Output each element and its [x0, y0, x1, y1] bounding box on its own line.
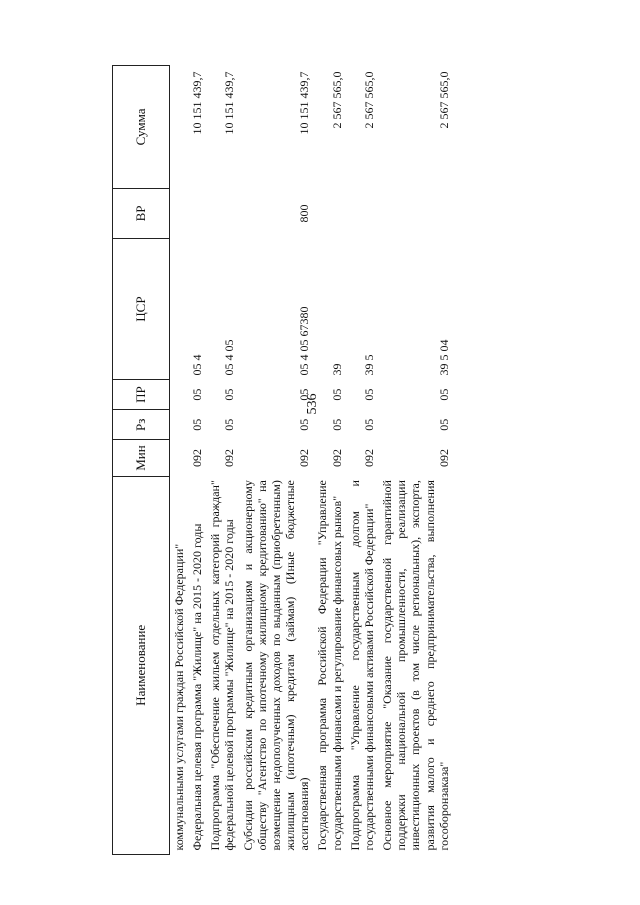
- row-pr: 05: [222, 388, 237, 401]
- row-min: 092: [190, 449, 205, 467]
- row-min: 092: [436, 449, 451, 467]
- header-sum: Сумма: [113, 66, 170, 189]
- row-rz: [170, 410, 189, 440]
- row-name: коммунальными услугами граждан Российской Федерации": [172, 543, 186, 851]
- row-vr: [346, 188, 378, 238]
- row-pr: 05: [436, 388, 451, 401]
- row-csr: 05 4: [190, 354, 205, 376]
- row-csr: 05 4 05 67380: [297, 306, 312, 376]
- row-vr: [206, 188, 238, 238]
- row-sum: 10 151 439,7: [297, 71, 312, 135]
- row-sum: 2 567 565,0: [436, 71, 451, 129]
- row-name: Подпрограмма "Обеспечение жильем отдельных категорий граждан" федеральной целевой программы "Жилище" на 2015 - 2020 годы: [208, 480, 237, 851]
- row-min: 092: [361, 449, 376, 467]
- row-pr: 05: [361, 388, 376, 401]
- row-rz: 05: [222, 418, 237, 431]
- budget-table: [112, 65, 453, 855]
- row-rz: 05: [297, 418, 312, 431]
- row-sum: 10 151 439,7: [190, 71, 205, 135]
- header-name: Наименование: [113, 476, 170, 854]
- row-name: Субсидии российским кредитным организациям и акционерному обществу "Агентство по ипотечному жилищному кредитованию" на возмещение недополученных доходов по выданным (приобретенным) жилищным (ипотечным) кредитам (займам) (Иные бюджетные ассигнования): [240, 480, 312, 851]
- row-csr: 39: [329, 363, 344, 376]
- row-min: 092: [329, 449, 344, 467]
- table-row: [313, 66, 345, 855]
- header-vr: ВР: [113, 188, 170, 238]
- row-name: Государственная программа Российской Федерации "Управление государственными финансами и регулирование финансовых рынков": [315, 480, 344, 851]
- table-header-row: [113, 66, 170, 855]
- row-sum: 10 151 439,7: [222, 71, 237, 135]
- table-row: [239, 66, 314, 855]
- header-csr: ЦСР: [113, 239, 170, 380]
- row-vr: [170, 188, 189, 238]
- table-row: [188, 66, 206, 855]
- row-name: Основное мероприятие "Оказание государственной гарантийной поддержки национальной промышленности, реализации инвестиционных проектов (в том числе региональных), экспорта, развития малого и среднего предпринимательства, выполнения гособоронзаказа": [380, 480, 451, 851]
- table-row: [346, 66, 378, 855]
- row-csr: 39 5: [361, 354, 376, 376]
- table-row: [378, 66, 453, 855]
- row-rz: 05: [361, 418, 376, 431]
- row-pr: 05: [190, 388, 205, 401]
- row-rz: 05: [436, 418, 451, 431]
- row-csr: 39 5 04: [436, 339, 451, 376]
- row-pr: 05: [329, 388, 344, 401]
- row-vr: [313, 188, 345, 238]
- rotated-table-container: [112, 65, 632, 855]
- row-vr: 800: [297, 204, 312, 223]
- row-csr: [170, 239, 189, 380]
- row-rz: 05: [190, 418, 205, 431]
- row-name: Федеральная целевая программа "Жилище" на 2015 - 2020 годы: [190, 523, 205, 851]
- row-vr: [188, 188, 206, 238]
- row-pr: 05: [297, 388, 312, 401]
- row-min: [170, 440, 189, 476]
- header-pr: ПР: [113, 380, 170, 410]
- row-pr: [170, 380, 189, 410]
- row-min: 092: [222, 449, 237, 467]
- row-csr: 05 4 05: [222, 339, 237, 376]
- table-row: [206, 66, 238, 855]
- row-sum: 2 567 565,0: [361, 71, 376, 129]
- header-rz: Рз: [113, 410, 170, 440]
- row-name: Подпрограмма "Управление государственным долгом и государственными финансовыми активами Российской Федерации": [347, 480, 376, 851]
- row-min: 092: [297, 449, 312, 467]
- row-sum: 2 567 565,0: [329, 71, 344, 129]
- row-sum: [170, 66, 189, 189]
- table-row: [170, 66, 189, 855]
- header-min: Мин: [113, 440, 170, 476]
- page-number: 536: [305, 393, 320, 415]
- row-vr: [378, 188, 453, 238]
- row-rz: 05: [329, 418, 344, 431]
